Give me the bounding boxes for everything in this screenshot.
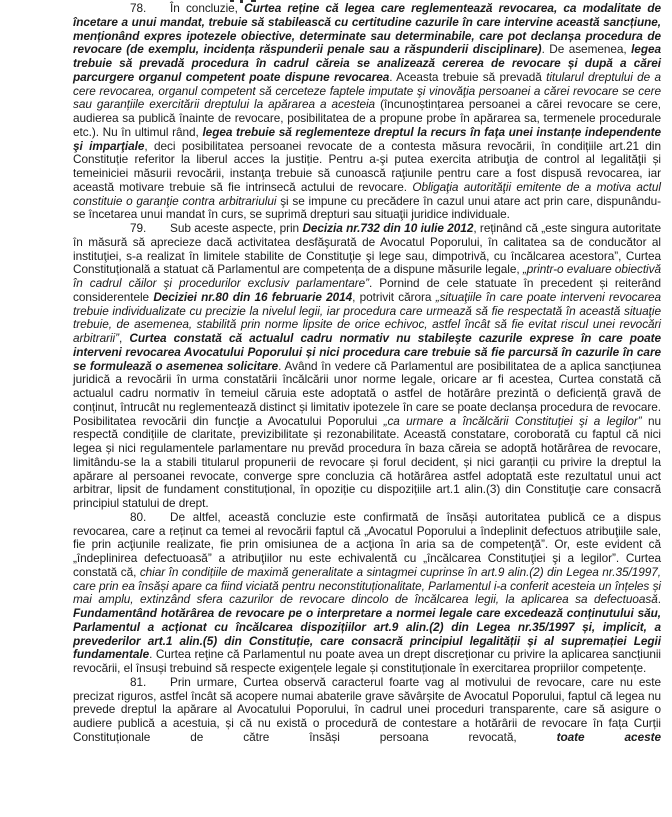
paragraph-number: 81. [130,674,147,689]
text-run: titularul dreptului de a cere revocarea, organul competent să cerceteze faptele imputate şi vinovăţia persoanei a cărei revocare se cere sau garanțiile exercitării dreptului la apărarea a acesteia [73,69,661,112]
paragraph-81 [73,676,661,745]
text-run: . Curtea reține că Parlamentul nu poate avea un drept discreționar cu privire la aplicarea sancțiunii revocării, el însuși trebuind să respecte exigențele legale și constituționale în exercitarea propriilor competențe. [73,647,661,675]
text-run: legea trebuie să prevadă procedura în cadrul căreia se analizează cererea de revocare și după a cărei parcurgere organul competent poate dispune revocarea [73,42,661,84]
text-run: „ca urmare a încălcării Constituţiei şi a legilor” [383,413,642,428]
text-run: Curtea constată că actualul cadru normativ nu stabileşte cazurile exprese în care poate interveni revocarea Avocatului Poporului și nici procedura care trebuie să fie parcursă în cazurile în care se formulează o asemenea solicitare [73,331,661,373]
text-run: În concluzie, [170,1,245,15]
document-body [73,2,661,745]
text-run: Prin urmare, Curtea observă caracterul foarte vag al motivului de revocare, care nu este precizat riguros, astfel încât să acopere numai abaterile grave săvârșite de Avocatul Poporului, faptul că legea nu prevede dreptul la apărare al Avocatului Poporului, în cadrul unei proceduri transparente, care să asigure o audiere publică a acestuia, și că nu există o procedură de contestare a hotărârii de revocare în fața Curții Constituționale de către însăși persoana revocată, [73,674,661,744]
text-run: . Aceasta trebuie să prevadă [389,69,547,84]
text-run: Decizia nr.732 din 10 iulie 2012 [302,221,474,235]
text-run: şi se impune cu precădere în cazul unui atare act prin care, dispunându-se încetarea unui mandat în curs, se suprimă drepturi sau situaţii juridice individuale. [73,193,661,222]
paragraph-78 [73,2,661,222]
text-run: , [119,331,130,345]
paragraph-number: 79. [130,221,147,235]
text-run: chiar în condițiile de maximă generalitate a sintagmei cuprinse în art.9 alin.(2) din Legea nr.35/1997, care prin ea însăși apare ca fiind viciată pentru neconstituționalitate, Parlamentul i-a conferit acesteia un înțeles și mai amplu, extinzând sfera cazurilor de revocare dincolo de încălcarea legii, la aplicarea sa defectuoasă [73,564,661,607]
paragraph-79 [73,222,661,511]
text-run: Obligaţia autorităţii emitente de a motiva actul constituie o garanţie contra arbitrariului [73,179,661,208]
text-run: , reținând că „este singura autoritate în măsură să aprecieze dacă activitatea desfăşurată de Avocatul Poporului, în calitatea sa de conducător al instituţiei, s-a realizat în limitele stabilite de Constituţie şi lege sau, dimpotrivă, cu încălcarea acestora”, Curtea Constituțională a statuat că Parlamentul are competența de a dispune măsurile legale, [73,221,661,277]
text-run: toate aceste [556,729,661,744]
paragraph-number: 78. [130,1,147,15]
text-run: . Pornind de cele statuate în precedent și reiterând considerentele [73,276,662,304]
text-run: De altfel, această concluzie este confirmată de însăși autoritatea publică ce a dispus revocarea, care a reținut ca temei al revocării faptul că „Avocatul Poporului a îndeplinit defectuos atribuţiile sale, fie prin acţiunile realizate, fie prin omisiunea de a acţiona în aria sa de competenţă”. Or, este evident că „îndeplinirea defectuoasă” a atribuţiilor nu este echivalentă cu „încălcarea Constituţiei şi a legilor”. Curtea constată că, [73,509,661,579]
paragraph-80 [73,511,661,676]
text-run: nu respectă condițiile de claritate, previzibilitate și rezonabilitate. Această constatare, coroborată cu faptul că nici legea și nici regulamentele parlamentare nu prevăd procedura în baza căreia se adoptă hotărârea de revocare, limitându-se la a stabili titularul propunerii de revocare și forul decident, și nici garanții cu privire la dreptul la apărare al persoanei revocate, converge spre concluzia că hotărârea astfel adoptată este rezultatul unui act arbitrar, lipsit de fundament constituțional, în opoziție cu dispozițiile art.1 alin.(3) din Constituţie care consacră principiul statului de drept. [73,413,662,510]
paragraph-number: 80. [130,509,147,524]
text-run: „situaţiile în care poate interveni revocarea trebuie individualizate cu precizie la nivelul legii, iar procedura care urmează să fie respectată în această situaţie trebuie, de asemenea, stabilită prin norme lipsite de orice echivoc, astfel încât să fie evitat riscul unei revocări arbitrarii” [73,289,661,345]
text-run: (încunoștințarea persoanei a cărei revocare se cere, audierea sa publică înainte de revocare, posibilitatea de a propune probe în apărarea sa, termenele procedurale etc.). Nu în ultimul rând, [73,97,662,139]
text-run: Fundamentând hotărârea de revocare pe o interpretare a normei legale care excedează conținutului său, Parlamentul a acționat cu încălcarea dispozițiilor art.9 alin.(2) din Legea nr.35/1997 și, implicit, a prevederilor art.1 alin.(5) din Constituție, care consacră principiul legalității și al supremației Legii fundamentale [73,606,661,662]
text-run: Curtea reține că legea care reglementează revocarea, ca modalitate de încetare a unui mandat, trebuie să stabilească cu certitudine cazurile în care intervine această sancțiune, menționând expres ipotezele obiective, determinate sau determinabile, care pot declanșa procedura de revocare (de exemplu, incidența răspunderii penale sau a răspunderii disciplinare) [73,1,662,57]
text-run: . Având în vedere că Parlamentul are posibilitatea de a aplica sancțiunea juridică a revocării în urma constatării încălcării unor norme legale, oricare ar fi acestea, Curtea constată că actualul cadru normativ în temeiul căruia este adoptată o astfel de hotărâre prezintă o deficiență gravă de conținut, întrucât nu reglementează distinct și limitativ ipotezele în care se poate declanșa procedura de revocare. Posibilitatea revocării din funcţie a Avocatului Poporului [73,358,661,428]
text-run: „printr-o evaluare obiectivă în cadrul căilor şi procedurilor exclusiv parlamentare” [73,262,661,290]
text-run: . [657,592,661,607]
text-run: Sub aceste aspecte, prin [170,221,303,235]
text-run: Deciziei nr.80 din 16 februarie 2014 [153,289,353,304]
text-run: . De asemenea, [541,42,632,57]
text-run: , potrivit cărora [352,289,436,304]
text-run: , deci posibilitatea persoanei revocate de a contesta măsura revocării, în condițiile art.21 din Constituție referitor la liberul acces la justiție. Pentru a-şi putea exercita atribuţia de control al legalităţii și temeiniciei măsurii revocării, instanţa trebuie să cunoască raţiunile pentru care a fost dispusă revocarea, iar această motivare trebuie să fie intrinsecă actului de revocare. [73,138,661,194]
text-run: legea trebuie să reglementeze dreptul la recurs în faţa unei instanțe independente şi imparţiale [73,124,661,153]
